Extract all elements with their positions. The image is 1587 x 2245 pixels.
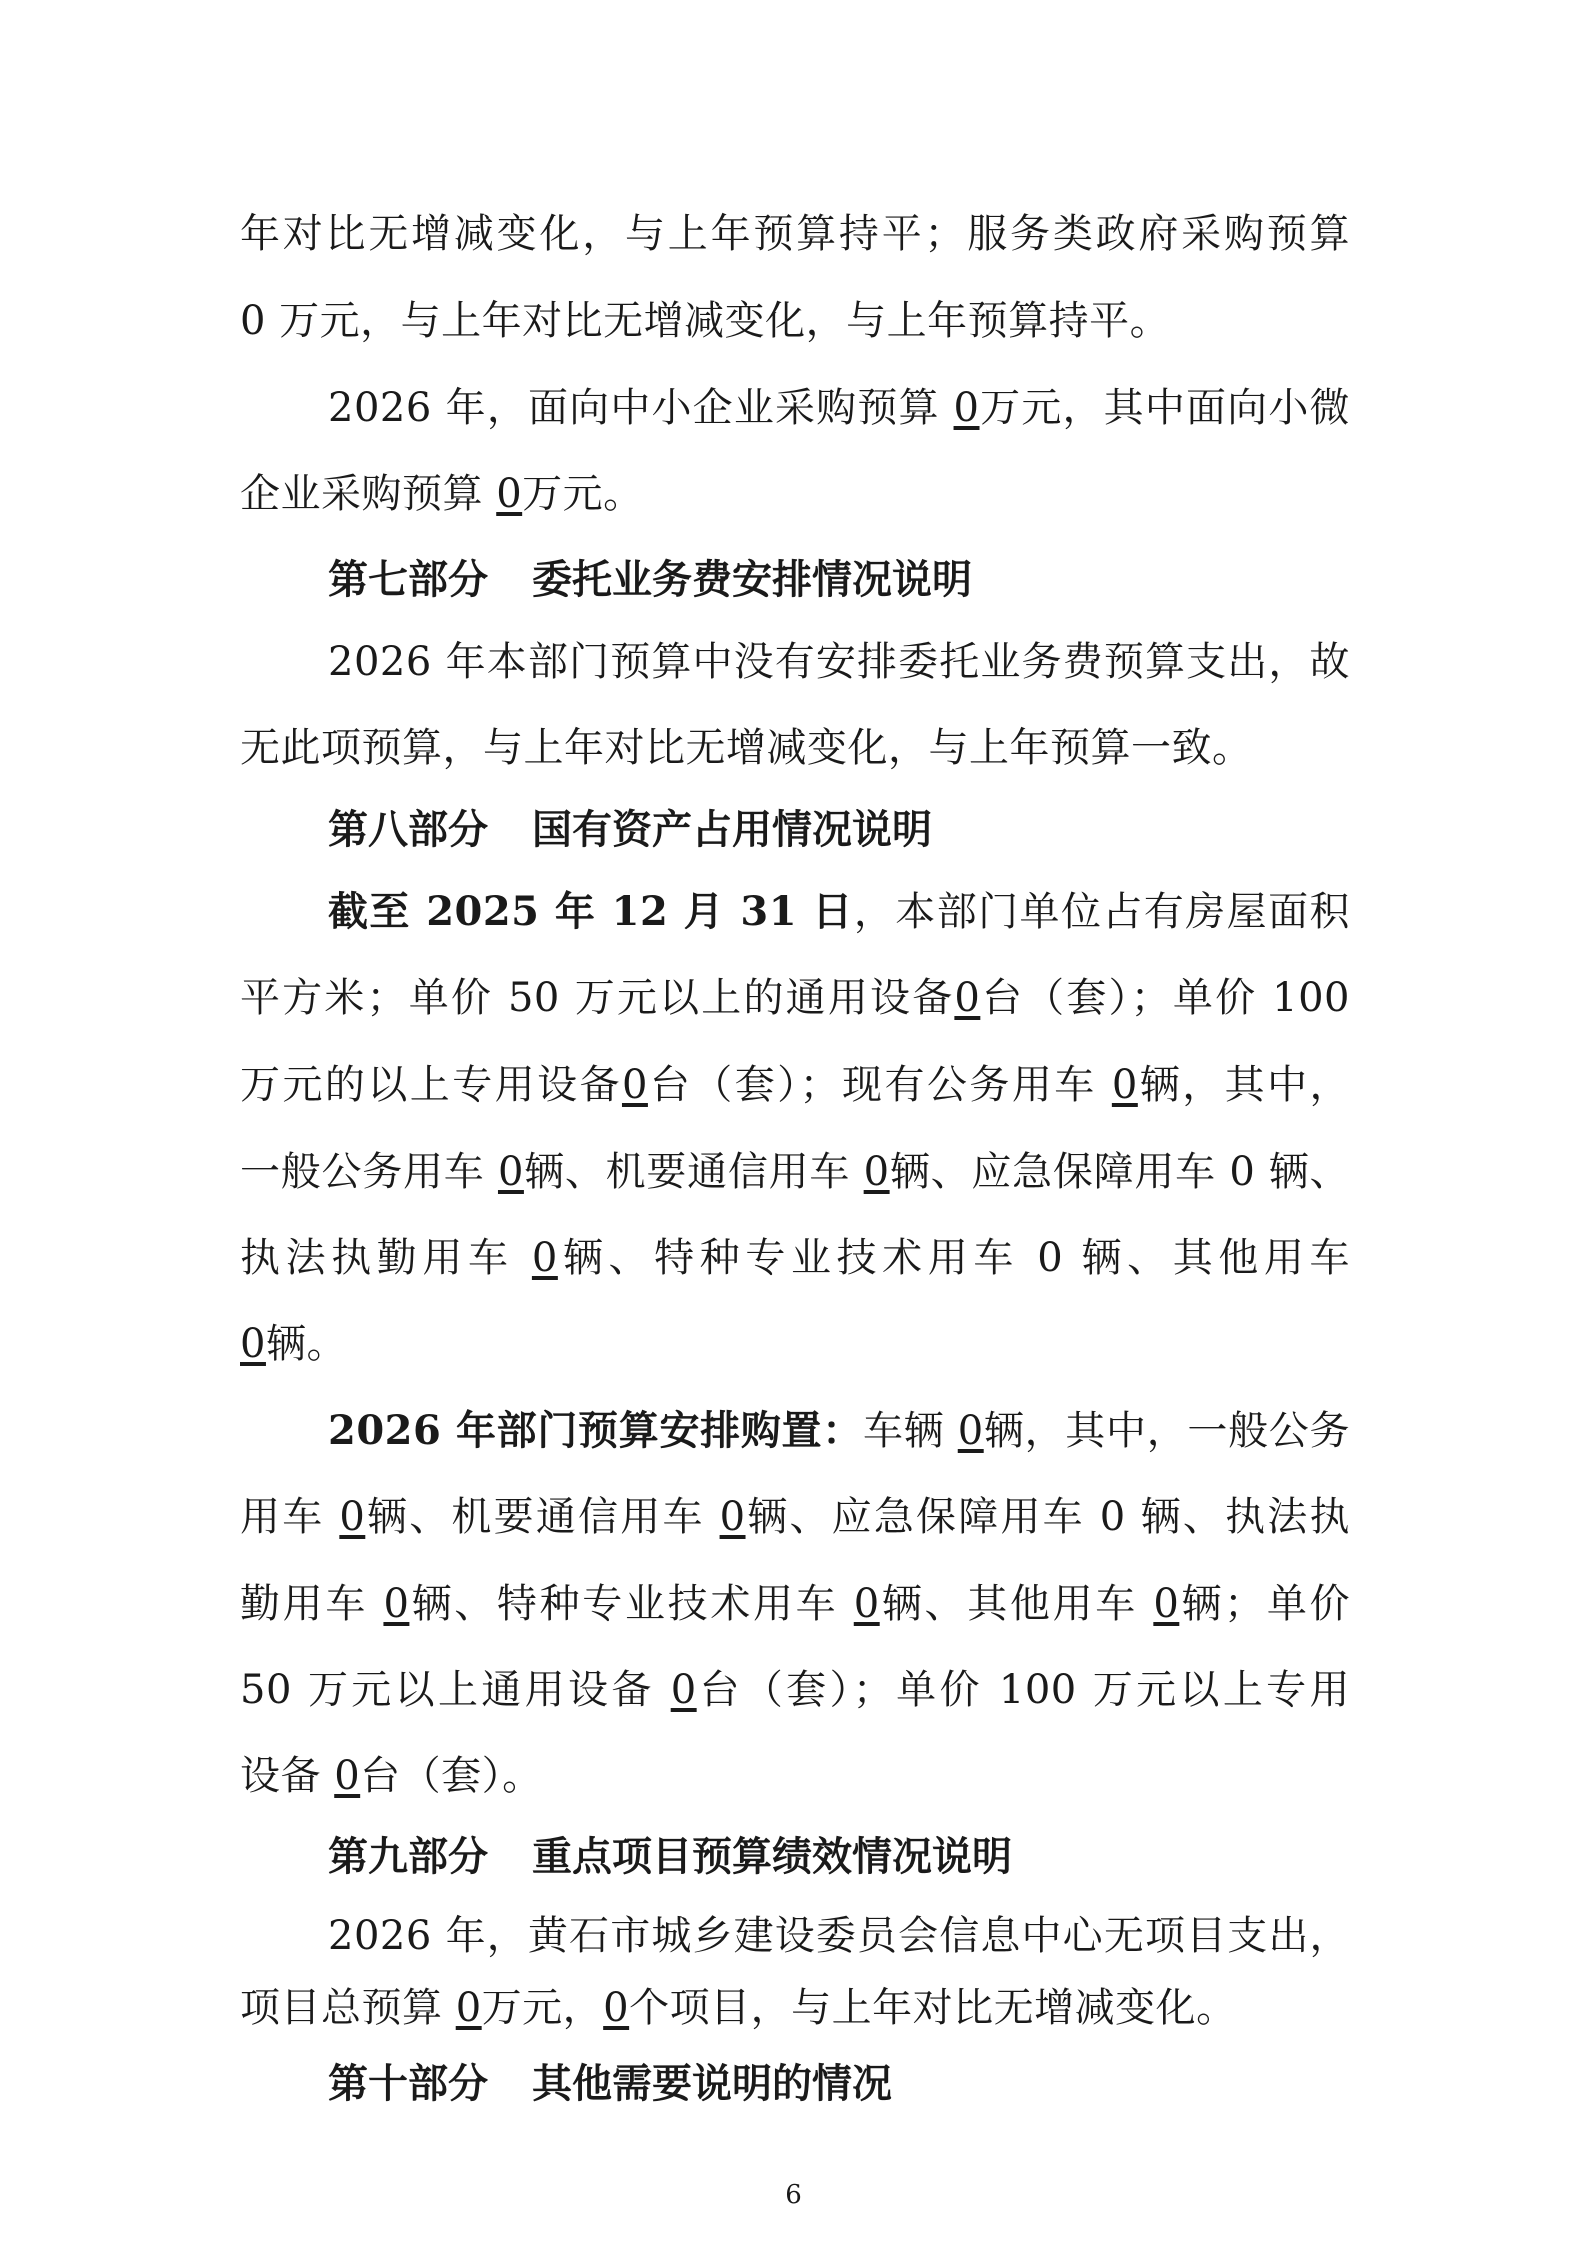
underlined-value: 0 [1111,1062,1138,1108]
paragraph-line: 企业采购预算 0万元。 [240,471,644,517]
paragraph-line: 截至 2025 年 12 月 31 日，本部门单位占有房屋面积 [328,888,1350,935]
paragraph-line: 0辆。 [240,1321,347,1367]
section-heading-9: 第九部分 重点项目预算绩效情况说明 [328,1834,1012,1880]
paragraph-line: 年对比无增减变化，与上年预算持平；服务类政府采购预算 [240,211,1350,257]
paragraph-line: 项目总预算 0万元，0个项目，与上年对比无增减变化。 [240,1985,1237,2031]
underlined-value: 0 [957,1408,984,1454]
paragraph-line: 0 万元，与上年对比无增减变化，与上年预算持平。 [240,298,1171,344]
underlined-value: 0 [496,471,523,517]
paragraph-line: 万元的以上专用设备0台（套）；现有公务用车 0辆，其中， [240,1062,1351,1108]
paragraph-line: 2026 年，黄石市城乡建设委员会信息中心无项目支出， [328,1913,1350,1959]
section-heading-8: 第八部分 国有资产占用情况说明 [328,807,932,853]
paragraph-line: 一般公务用车 0辆、机要通信用车 0辆、应急保障用车 0 辆、 [240,1149,1350,1195]
paragraph-line: 2026 年部门预算安排购置：车辆 0辆，其中，一般公务 [328,1407,1350,1454]
underlined-value: 0 [863,1149,890,1195]
underlined-value: 0 [334,1753,361,1799]
paragraph-line: 无此项预算，与上年对比无增减变化，与上年预算一致。 [240,725,1253,771]
paragraph-line: 2026 年，面向中小企业采购预算 0万元，其中面向小微 [328,385,1350,431]
underlined-value: 0 [853,1581,880,1627]
underlined-value: 0 [497,1149,524,1195]
underlined-value: 0 [603,1985,630,2031]
underlined-value: 0 [953,385,980,431]
paragraph-line: 50 万元以上通用设备 0台（套）；单价 100 万元以上专用 [240,1667,1350,1713]
paragraph-line: 勤用车 0辆、特种专业技术用车 0辆、其他用车 0辆；单价 [240,1581,1351,1627]
paragraph-line: 2026 年本部门预算中没有安排委托业务费预算支出，故 [328,639,1350,685]
underlined-value: 0 [339,1494,366,1540]
underlined-value: 0 [719,1494,746,1540]
paragraph-line: 设备 0台（套）。 [240,1753,543,1799]
section-heading-10: 第十部分 其他需要说明的情况 [328,2061,892,2107]
underlined-value: 0 [240,1321,266,1367]
underlined-value: 0 [455,1985,482,2031]
page-number: 6 [785,2180,802,2210]
paragraph-line: 用车 0辆、机要通信用车 0辆、应急保障用车 0 辆、执法执 [240,1494,1350,1540]
underlined-value: 0 [1153,1581,1180,1627]
underlined-value: 0 [383,1581,410,1627]
section-heading-7: 第七部分 委托业务费安排情况说明 [328,557,972,603]
underlined-value: 0 [954,975,981,1021]
underlined-value: 0 [531,1235,558,1281]
paragraph-line: 平方米；单价 50 万元以上的通用设备0台（套）；单价 100 [240,975,1351,1021]
paragraph-line: 执法执勤用车 0辆、特种专业技术用车 0 辆、其他用车 [240,1235,1350,1281]
underlined-value: 0 [670,1667,697,1713]
underlined-value: 0 [621,1062,648,1108]
